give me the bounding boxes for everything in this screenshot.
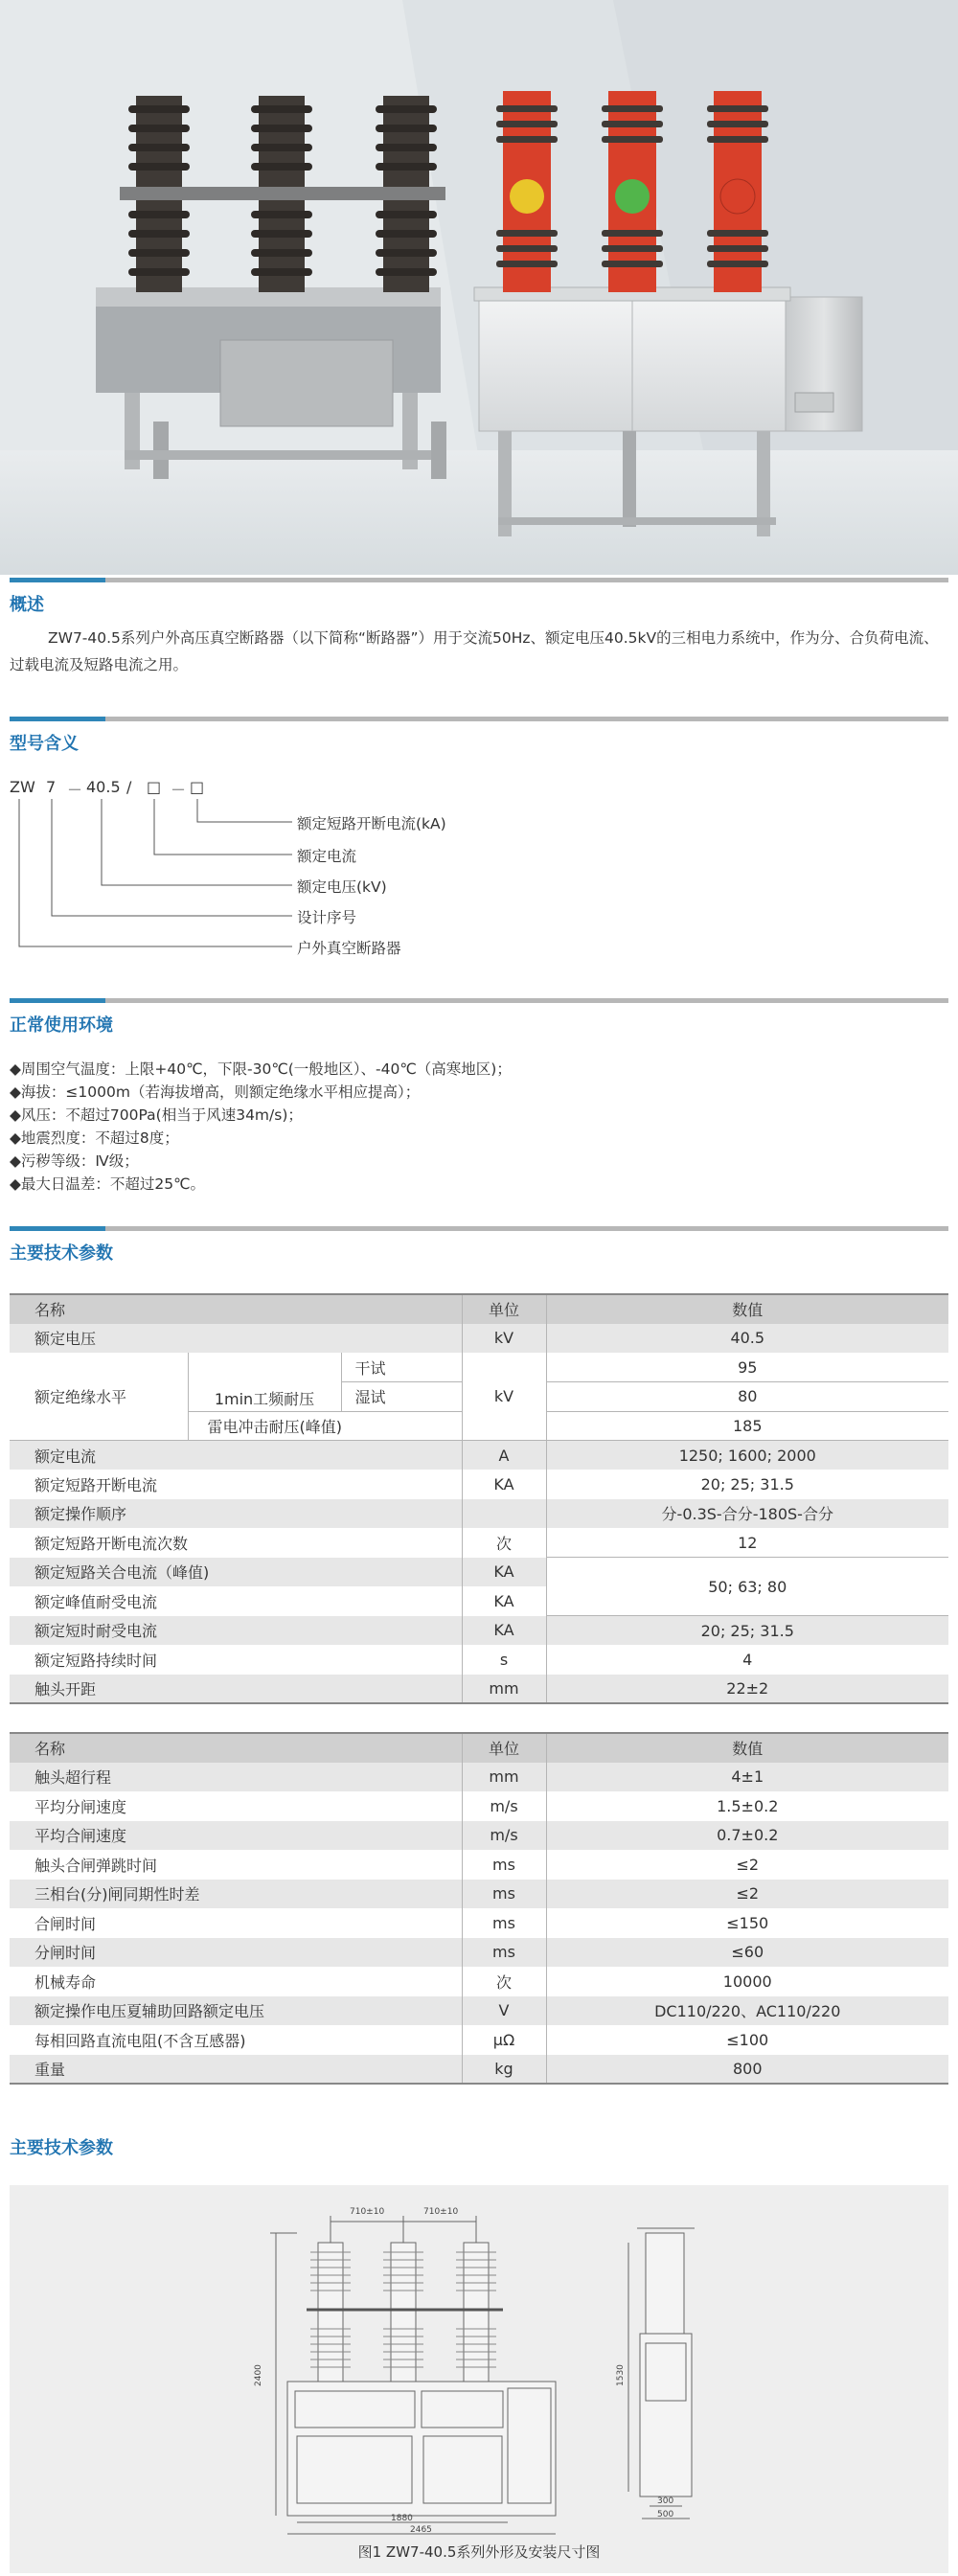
row-name: 合闸时间 <box>34 1914 97 1933</box>
row-subname: 雷电冲击耐压(峰值) <box>188 1411 462 1441</box>
row-value: 10000 <box>546 1967 948 1996</box>
dimension-drawing <box>10 2185 948 2573</box>
code-part-design: 7 <box>46 778 57 796</box>
row-name: 触头开距 <box>10 1675 462 1704</box>
row-unit: ms <box>462 1850 546 1880</box>
row-wet-label: 湿试 <box>341 1382 462 1412</box>
code-part-dash2: － <box>171 781 187 799</box>
row-value: 4 <box>546 1645 948 1675</box>
row-subname: 1min工频耐压 <box>188 1353 341 1411</box>
row-unit: KA <box>462 1470 546 1499</box>
table-row <box>10 1763 948 1792</box>
row-unit: KA <box>462 1586 546 1616</box>
list-item: ◆风压：不超过700Pa(相当于风速34m/s)； <box>10 1106 303 1124</box>
dim-width-2: 2465 <box>410 2525 432 2535</box>
row-name: 额定短路开断电流 <box>34 1475 158 1494</box>
row-value: 4±1 <box>546 1763 948 1792</box>
table-row <box>10 1324 948 1354</box>
dim-depth-2: 500 <box>657 2510 674 2519</box>
table-header-row <box>10 1733 948 1763</box>
label-rated-voltage: 额定电压(kV) <box>297 878 387 896</box>
list-item: ◆周围空气温度：上限+40℃，下限-30℃(一般地区）、-40℃（高寒地区)； <box>10 1060 512 1078</box>
table-row <box>10 1967 948 1996</box>
row-unit: A <box>462 1441 546 1470</box>
code-part-series: ZW <box>10 778 35 796</box>
row-unit: KA <box>462 1616 546 1646</box>
table-row <box>10 1996 948 2026</box>
table-row <box>10 1645 948 1675</box>
row-name: 平均分闸速度 <box>34 1797 127 1816</box>
row-name: 额定操作顺序 <box>10 1499 462 1529</box>
params-table-2 <box>10 1732 948 2085</box>
model-code-diagram <box>10 772 584 964</box>
row-name: 机械寿命 <box>34 1972 97 1992</box>
breaker-illustration <box>0 0 958 575</box>
row-unit: ms <box>462 1938 546 1968</box>
table-row <box>10 1908 948 1938</box>
section-divider <box>10 998 948 1003</box>
row-unit: μΩ <box>462 2025 546 2055</box>
row-value: 800 <box>546 2055 948 2085</box>
row-value: 50; 63; 80 <box>546 1558 948 1616</box>
dim-spacing-2: 710±10 <box>423 2207 459 2217</box>
overview-title: 概述 <box>10 595 44 615</box>
model-leader-lines <box>10 772 584 964</box>
dim-side-height: 1530 <box>616 2364 626 2386</box>
list-item: ◆地震烈度：不超过8度； <box>10 1129 179 1147</box>
table-row <box>10 1850 948 1880</box>
row-unit: 次 <box>462 1967 546 1996</box>
row-name: 额定短时耐受电流 <box>10 1616 462 1646</box>
row-name: 额定电压 <box>10 1324 462 1354</box>
row-name: 额定绝缘水平 <box>34 1388 127 1406</box>
list-item: ◆海拔：≤1000m（若海拔增高，则额定绝缘水平相应提高）； <box>10 1083 421 1101</box>
row-name: 每相回路直流电阻(不含互感器) <box>34 2031 246 2050</box>
row-name: 额定操作电压夏辅助回路额定电压 <box>10 1996 462 2026</box>
row-value: 20; 25; 31.5 <box>546 1616 948 1646</box>
header-unit: 单位 <box>462 1733 546 1763</box>
code-part-current-box: □ <box>147 778 162 796</box>
table-row <box>10 2055 948 2085</box>
row-value: 80 <box>546 1382 948 1412</box>
table-row <box>10 1616 948 1646</box>
row-value: 1.5±0.2 <box>546 1791 948 1821</box>
row-value: 20; 25; 31.5 <box>546 1470 948 1499</box>
row-value: DC110/220、AC110/220 <box>546 1996 948 2026</box>
section-divider <box>10 578 948 582</box>
label-rated-current: 额定电流 <box>297 848 357 865</box>
dim-width-1: 1880 <box>391 2514 413 2523</box>
label-design-number: 设计序号 <box>297 909 357 926</box>
row-name: 额定电流 <box>10 1441 462 1470</box>
row-value: ≤2 <box>546 1880 948 1909</box>
hero-product-image <box>0 0 958 575</box>
row-unit: kV <box>462 1353 546 1441</box>
row-unit: s <box>462 1645 546 1675</box>
table-row <box>10 1880 948 1909</box>
row-unit: m/s <box>462 1821 546 1851</box>
list-item: ◆污秽等级：Ⅳ级； <box>10 1152 139 1170</box>
environment-title: 正常使用环境 <box>10 1015 113 1036</box>
params-title: 主要技术参数 <box>10 1243 113 1264</box>
label-breaking-current: 额定短路开断电流(kA) <box>297 815 446 832</box>
row-name: 分闸时间 <box>10 1938 462 1968</box>
dim-spacing-1: 710±10 <box>350 2207 385 2217</box>
row-value: 0.7±0.2 <box>546 1821 948 1851</box>
dim-depth-1: 300 <box>657 2496 674 2506</box>
label-outdoor-vacuum-breaker: 户外真空断路器 <box>297 940 401 957</box>
dim-height: 2400 <box>254 2364 263 2386</box>
table-header-row <box>10 1294 948 1324</box>
row-value: ≤100 <box>546 2025 948 2055</box>
section-divider <box>10 717 948 721</box>
row-name: 额定峰值耐受电流 <box>34 1592 158 1611</box>
code-part-voltage: 40.5 <box>86 778 121 796</box>
header-name: 名称 <box>10 1294 462 1324</box>
row-value: 12 <box>546 1528 948 1558</box>
row-name: 平均合闸速度 <box>10 1821 462 1851</box>
row-unit: kg <box>462 2055 546 2085</box>
table-row <box>10 1499 948 1529</box>
header-unit: 单位 <box>462 1294 546 1324</box>
row-value: 22±2 <box>546 1675 948 1704</box>
row-value: 1250; 1600; 2000 <box>546 1441 948 1470</box>
overview-paragraph <box>10 625 948 678</box>
row-name: 额定短路关合电流（峰值) <box>10 1558 462 1587</box>
table-row <box>10 1441 948 1470</box>
table-row <box>10 1558 948 1587</box>
code-part-slash: / <box>126 778 132 796</box>
section-divider <box>10 1226 948 1231</box>
row-value: 185 <box>546 1411 948 1441</box>
row-value: 40.5 <box>546 1324 948 1354</box>
table-row <box>10 1470 948 1499</box>
drawing-caption: 图1 ZW7-40.5系列外形及安装尺寸图 <box>357 2543 601 2561</box>
list-item: ◆最大日温差：不超过25℃。 <box>10 1175 206 1193</box>
environment-list <box>10 1058 948 1196</box>
row-unit <box>462 1499 546 1529</box>
row-dry-label: 干试 <box>341 1353 462 1382</box>
table-row <box>10 1353 948 1382</box>
code-part-dash: － <box>67 781 83 799</box>
table-row <box>10 1528 948 1558</box>
row-value: ≤150 <box>546 1908 948 1938</box>
table-row <box>10 1821 948 1851</box>
row-value: 分-0.3S-合分-180S-合分 <box>546 1499 948 1529</box>
row-value: ≤2 <box>546 1850 948 1880</box>
header-value: 数值 <box>546 1733 948 1763</box>
outline-drawing <box>10 2185 948 2540</box>
table-row <box>10 1938 948 1968</box>
row-unit: mm <box>462 1675 546 1704</box>
row-unit: 次 <box>462 1528 546 1558</box>
row-name: 触头超行程 <box>10 1763 462 1792</box>
row-unit: m/s <box>462 1791 546 1821</box>
row-value: 95 <box>546 1353 948 1382</box>
row-name: 额定短路开断电流次数 <box>34 1534 189 1553</box>
row-name: 额定短路持续时间 <box>34 1651 158 1670</box>
model-title: 型号含义 <box>10 734 79 754</box>
row-unit: kV <box>462 1324 546 1354</box>
row-unit: V <box>462 1996 546 2026</box>
header-name: 名称 <box>10 1733 462 1763</box>
row-unit: ms <box>462 1908 546 1938</box>
row-value: ≤60 <box>546 1938 948 1968</box>
params-table-1 <box>10 1293 948 1704</box>
row-name: 重量 <box>10 2055 462 2085</box>
table-row <box>10 1791 948 1821</box>
row-unit: ms <box>462 1880 546 1909</box>
table-row <box>10 2025 948 2055</box>
row-unit: KA <box>462 1558 546 1587</box>
header-value: 数值 <box>546 1294 948 1324</box>
row-name: 三相台(分)闸同期性时差 <box>10 1880 462 1909</box>
drawing-title: 主要技术参数 <box>10 2138 113 2158</box>
row-unit: mm <box>462 1763 546 1792</box>
overview-text: ZW7-40.5系列户外高压真空断路器（以下简称“断路器”）用于交流50Hz、额定电压40.5kV的三相电力系统中，作为分、合负荷电流、过载电流及短路电流之用。 <box>10 629 939 673</box>
row-name: 触头合闸弹跳时间 <box>34 1856 158 1875</box>
code-part-breaking-box: □ <box>190 778 205 796</box>
table-row <box>10 1675 948 1704</box>
